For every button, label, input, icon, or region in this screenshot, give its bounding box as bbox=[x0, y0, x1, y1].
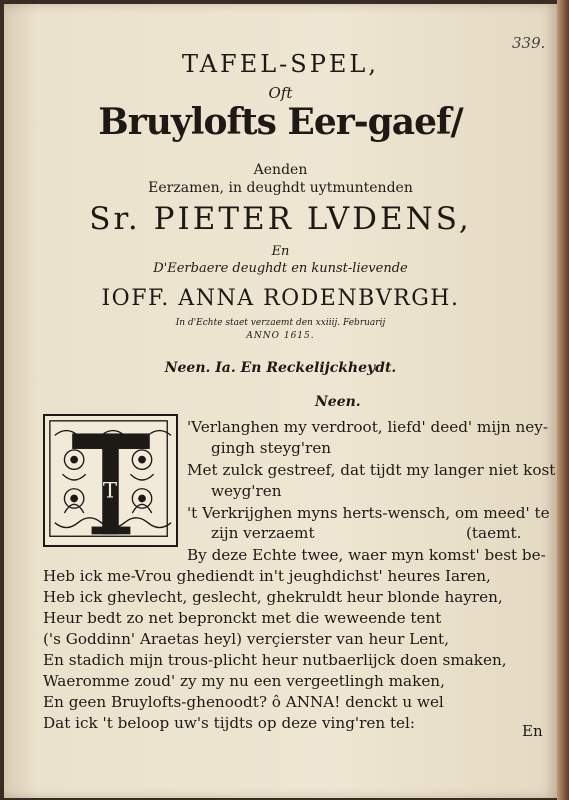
catchword: En bbox=[522, 722, 543, 740]
verse-line-12: En stadich mijn trous-plicht heur nutbaerlijck doen smaken, bbox=[43, 651, 507, 669]
verse-line-13: Waeromme zoud' zy my nu een vergeetlingh maken, bbox=[43, 672, 445, 690]
verse-line-4: weyg'ren bbox=[211, 482, 282, 500]
initial-ornament-icon bbox=[45, 416, 176, 545]
verse-line-2: gingh steyg'ren bbox=[211, 439, 332, 457]
title-line-1: TAFEL-SPEL, bbox=[182, 50, 379, 78]
book-page bbox=[4, 4, 557, 798]
initial-letter: T bbox=[102, 478, 118, 504]
title-line-8: D'Eerbaere deughdt en kunst-lievende bbox=[153, 261, 408, 276]
verse-line-6: zijn verzaemt bbox=[211, 524, 315, 542]
speaker-label: Neen. bbox=[315, 394, 361, 410]
verse-line-9: Heb ick ghevlecht, geslecht, ghekruldt heur blonde hayren, bbox=[43, 588, 503, 606]
verse-line-7: By deze Echte twee, waer myn komst' best be- bbox=[187, 546, 546, 564]
verse-line-6-turnover: (taemt. bbox=[466, 524, 522, 542]
page-number: 339. bbox=[512, 34, 546, 52]
verse-line-11: ('s Goddinn' Araetas heyl) verçierster van heur Lent, bbox=[43, 630, 449, 648]
motto: Neen. Ia. En Reckelijckheydt. bbox=[164, 360, 397, 376]
title-line-3: Bruylofts Eer-gaef/ bbox=[98, 101, 463, 143]
verse-line-5: 't Verkrijghen myns herts-wensch, om meed' te bbox=[187, 504, 550, 522]
verse-line-1: 'Verlanghen my verdroot, liefd' deed' mijn ney- bbox=[187, 418, 548, 436]
verse-line-15: Dat ick 't beloop uw's tijdts op deze ving'ren tel: bbox=[43, 714, 416, 732]
decorated-initial-t bbox=[43, 414, 178, 547]
title-line-7: En bbox=[271, 244, 290, 259]
wedding-date: In d'Echte staet verzaemt den xxiiij. Februarij bbox=[175, 318, 386, 328]
verse-line-10: Heur bedt zo net bepronckt met die weweende tent bbox=[43, 609, 442, 627]
wedding-year: ANNO 1615. bbox=[246, 331, 315, 341]
bride-name: IOFF. ANNA RODENBVRGH. bbox=[101, 286, 460, 311]
title-line-5: Eerzamen, in deughdt uytmuntenden bbox=[148, 180, 413, 196]
book-edge bbox=[557, 0, 569, 800]
verse-line-8: Heb ick me-Vrou ghediendt in't jeughdichst' heures Iaren, bbox=[43, 567, 491, 585]
title-line-2: Oft bbox=[268, 84, 293, 102]
title-line-4: Aenden bbox=[253, 162, 308, 178]
verse-line-14: En geen Bruylofts-ghenoodt? ô ANNA! denckt u wel bbox=[43, 693, 444, 711]
verse-line-3: Met zulck gestreef, dat tijdt my langer niet kost bbox=[187, 461, 556, 479]
groom-name: Sr. PIETER LVDENS, bbox=[89, 201, 472, 237]
